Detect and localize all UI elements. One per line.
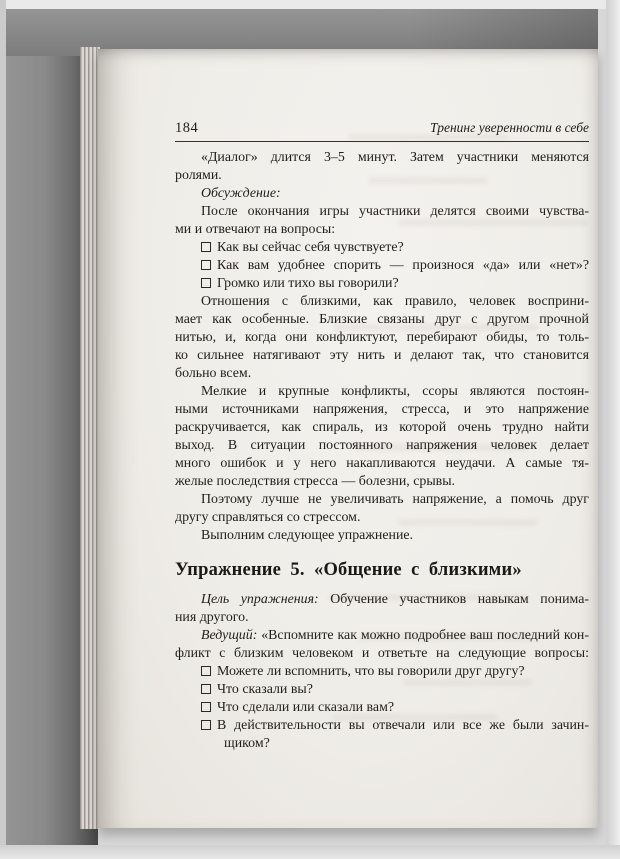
book-page	[98, 49, 598, 828]
photo-margin-left	[0, 0, 6, 859]
body-line: ко сильнее натягивают эту нить и делают так, что становится	[175, 348, 589, 363]
body-line: Цель упражнения: Обучение участников навыкам понима-	[201, 592, 589, 607]
page-text-column	[175, 119, 589, 753]
photo-margin-right	[606, 0, 620, 859]
body-line: Выполним следующее упражнение.	[201, 528, 414, 543]
list-item: Можете ли вспомнить, что вы говорили друг другу?	[175, 663, 589, 681]
body-line: выход. В ситуации постоянного напряжения человек делает	[175, 438, 589, 453]
section-heading: Упражнение 5. «Общение с близкими»	[175, 560, 522, 580]
body-line: ролями.	[175, 168, 222, 183]
body-line: После окончания игры участники делятся своими чувства-	[201, 204, 589, 219]
body-line: ми и отвечают на вопросы:	[175, 222, 336, 237]
list-item: Как вы сейчас себя чувствуете?	[175, 239, 589, 257]
body-line: Отношения с близкими, как правило, человек восприни-	[201, 294, 589, 309]
body-line: Поэтому лучше не увеличивать напряжение, а помочь друг	[201, 492, 589, 507]
body-line: Мелкие и крупные конфликты, ссоры являются постоян-	[201, 384, 589, 399]
checkbox-bullet-icon	[201, 720, 211, 730]
body-line: ния другого.	[175, 610, 249, 625]
body-line: фликт с близким человеком и ответьте на следующие вопросы:	[175, 646, 589, 661]
body-line: Обсуждение:	[201, 186, 281, 201]
body-line: нитью, и, когда они конфликтуют, перебирают обиды, то толь-	[175, 330, 589, 345]
checkbox-bullet-icon	[201, 684, 211, 694]
body-line: Ведущий: «Вспомните как можно подробнее ваш последний кон-	[201, 628, 589, 643]
list-item: Что сказали вы?	[175, 681, 589, 699]
list-item: Как вам удобнее спорить — произнося «да» или «нет»?	[175, 257, 589, 275]
checkbox-bullet-icon	[201, 702, 211, 712]
list-item: Что сделали или сказали вам?	[175, 699, 589, 717]
body-line: желые последствия стресса — болезни, срывы.	[175, 474, 456, 489]
body-line: другу справляться со стрессом.	[175, 510, 361, 525]
body-line: много ошибок и у него накапливаются неудачи. А самые тя-	[175, 456, 589, 471]
page-number: 184	[175, 120, 199, 136]
photo-margin-top	[0, 0, 620, 9]
body-line: раскручивается, как спираль, из которой очень трудно найти	[175, 420, 589, 435]
page-header	[175, 119, 589, 142]
checkbox-bullet-icon	[201, 666, 211, 676]
checkbox-bullet-icon	[201, 278, 211, 288]
checkbox-bullet-icon	[201, 260, 211, 270]
checkbox-bullet-icon	[201, 242, 211, 252]
book-page-edges	[80, 47, 100, 829]
list-item: В действительности вы отвечали или все же были зачин- щиком?	[175, 717, 589, 753]
body-line: больно всем.	[175, 366, 252, 381]
running-title: Тренинг уверенности в себе	[430, 120, 589, 135]
page-body	[175, 149, 589, 753]
body-line: ными источниками напряжения, стресса, и это напряжение	[175, 402, 589, 417]
body-line: мает как особенные. Близкие связаны друг с другом прочной	[175, 312, 589, 327]
body-line: «Диалог» длится 3–5 минут. Затем участники меняются	[201, 150, 589, 165]
photo-margin-bottom	[0, 845, 620, 859]
list-item: Громко или тихо вы говорили?	[175, 275, 589, 293]
